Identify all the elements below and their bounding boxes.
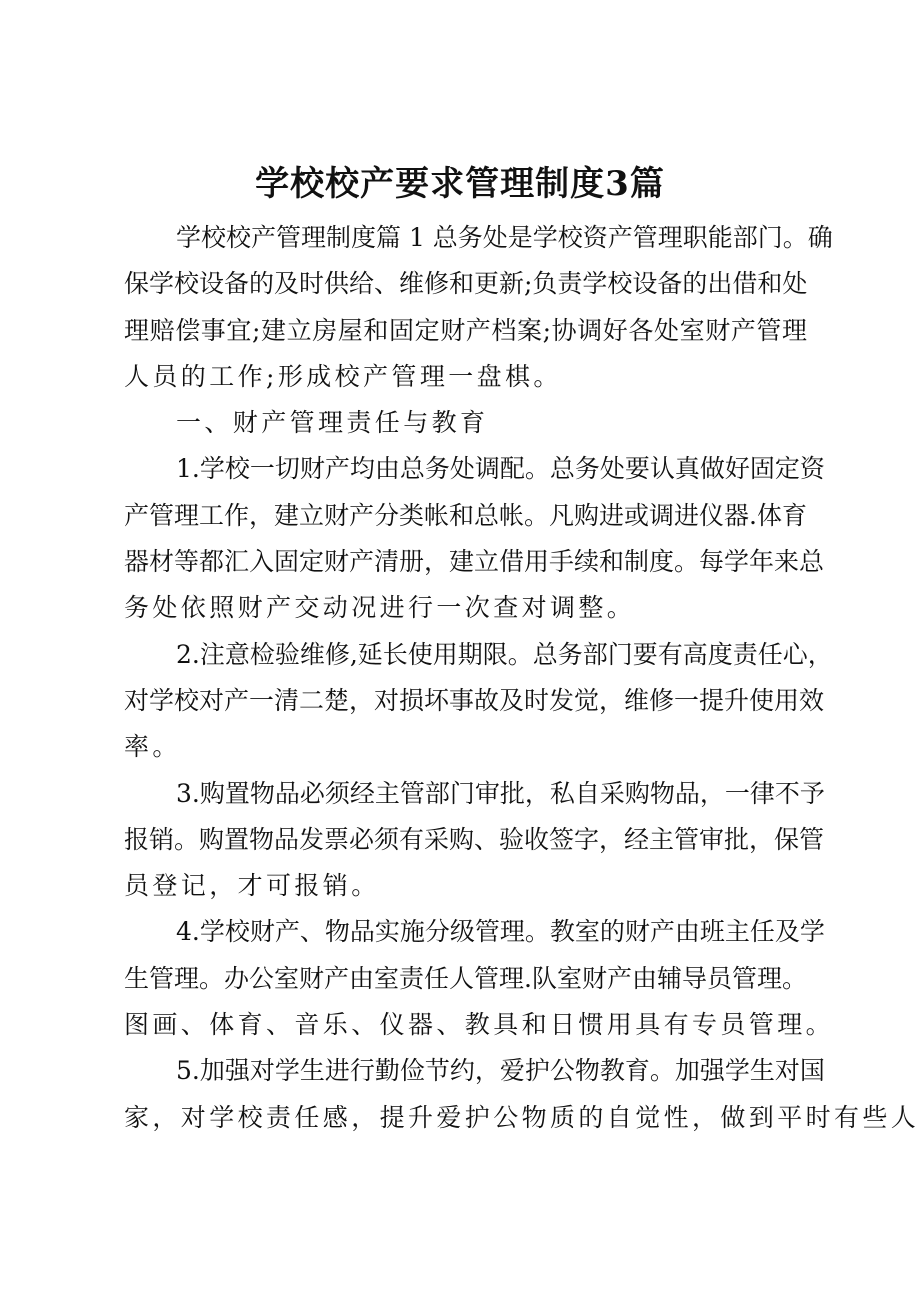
text-line: 一、财产管理责任与教育 bbox=[176, 408, 489, 438]
text-line: 人员的工作;形成校产管理一盘棋。 bbox=[124, 361, 562, 391]
text-line: 2.注意检验维修,延长使用期限。总务部门要有高度责任心， bbox=[176, 639, 833, 669]
paragraph bbox=[124, 215, 833, 400]
text-line: 保学校设备的及时供给、维修和更新;负责学校设备的出借和处 bbox=[124, 269, 808, 299]
text-line: 务处依照财产交动况进行一次查对调整。 bbox=[124, 593, 636, 623]
text-line: 4.学校财产、物品实施分级管理。教室的财产由班主任及学 bbox=[176, 917, 825, 947]
text-line: 理赔偿事宜;建立房屋和固定财产档案;协调好各处室财产管理 bbox=[124, 315, 807, 345]
text-line: 家，对学校责任感，提升爱护公物质的自觉性，做到平时有些人 bbox=[124, 1102, 920, 1132]
text-line: 5.加强对学生进行勤俭节约，爱护公物教育。加强学生对国 bbox=[176, 1056, 825, 1086]
text-line: 率。 bbox=[124, 732, 181, 762]
text-line: 报销。购置物品发票必须有采购、验收签字，经主管审批，保管 bbox=[124, 824, 825, 854]
text-line: 1.学校一切财产均由总务处调配。总务处要认真做好固定资 bbox=[176, 454, 825, 484]
paragraph bbox=[124, 446, 825, 631]
text-line: 生管理。办公室财产由室责任人管理.队室财产由辅导员管理。 bbox=[124, 963, 807, 993]
text-line: 员登记，才可报销。 bbox=[124, 871, 380, 901]
paragraph bbox=[124, 632, 833, 771]
text-line: 图画、体育、音乐、仪器、教具和日惯用具有专员管理。 bbox=[124, 1010, 835, 1040]
text-line: 3.购置物品必须经主管部门审批，私自采购物品，一律不予 bbox=[176, 778, 825, 808]
paragraph bbox=[124, 909, 835, 1048]
paragraph bbox=[124, 771, 825, 910]
text-line: 学校校产管理制度篇 1 总务处是学校资产管理职能部门。确 bbox=[176, 223, 833, 252]
paragraph bbox=[124, 1048, 920, 1141]
text-line: 产管理工作，建立财产分类帐和总帐。凡购进或调进仪器.体育 bbox=[124, 500, 807, 530]
paragraph bbox=[124, 400, 807, 446]
text-line: 对学校对产一清二楚，对损坏事故及时发觉，维修一提升使用效 bbox=[124, 685, 825, 715]
document-body bbox=[124, 215, 920, 1141]
text-line: 器材等都汇入固定财产清册，建立借用手续和制度。每学年来总 bbox=[124, 547, 825, 577]
document-title: 学校校产要求管理制度3篇 bbox=[255, 164, 665, 204]
